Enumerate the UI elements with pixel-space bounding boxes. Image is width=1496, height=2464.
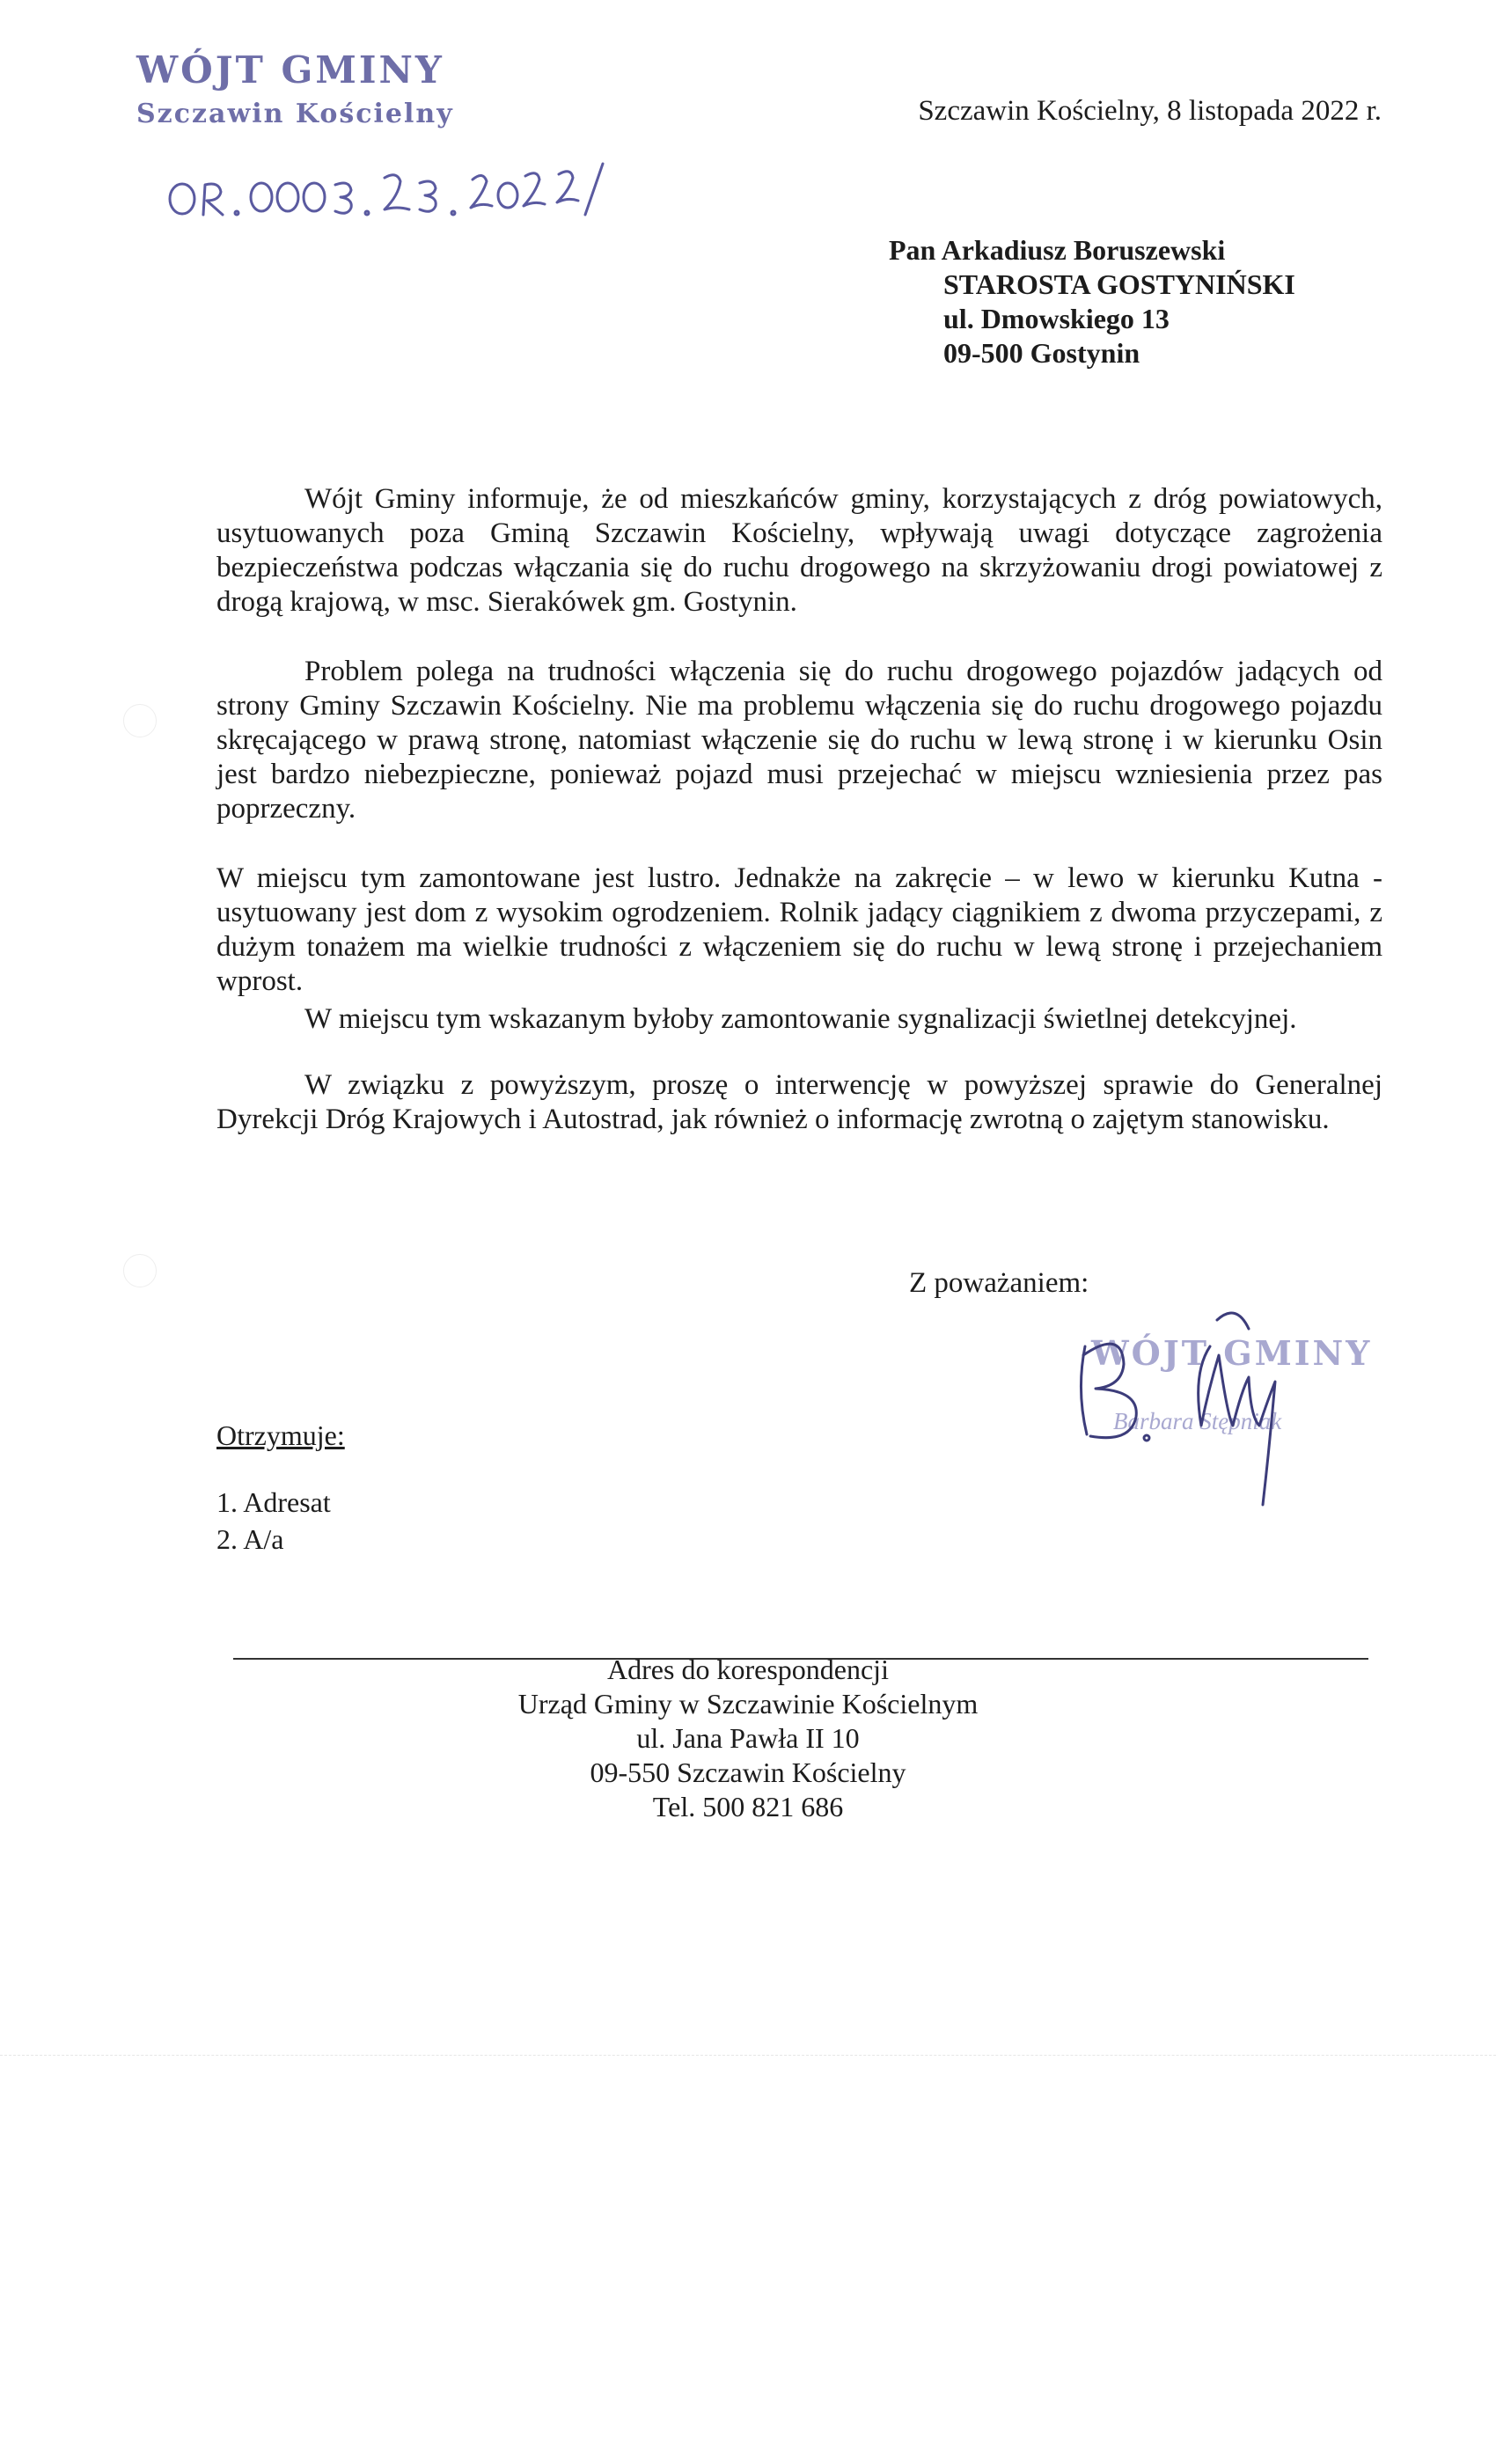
recipients-list-item: 2. A/a <box>216 1523 284 1555</box>
scan-edge-line <box>0 2055 1496 2056</box>
footer-line: ul. Jana Pawła II 10 <box>636 1722 860 1754</box>
recipients-list-title: Otrzymuje: <box>216 1419 345 1451</box>
handwritten-reference-number <box>163 157 656 227</box>
closing-greeting: Z poważaniem: <box>909 1267 1089 1299</box>
body-paragraph: W miejscu tym zamontowane jest lustro. Jednakże na zakręcie – w lewo w kierunku Kutna - usytuowany jest dom z wysokim ogrodzeniem. Rolnik jadący ciągnikiem z dwoma przyczepami, z dużym tonażem ma wielkie trudności z włączeniem się do ruchu w lewą stronę i przejechaniem wprost. <box>216 862 1382 997</box>
recipient-city: 09-500 Gostynin <box>943 337 1140 369</box>
stamp-title: WÓJT GMINY <box>136 48 444 92</box>
letter-body <box>216 482 1382 1137</box>
body-paragraph: W miejscu tym wskazanym byłoby zamontowanie sygnalizacji świetlnej detekcyjnej. <box>304 1003 1297 1035</box>
recipient-address <box>889 233 1295 370</box>
body-paragraph: Problem polega na trudności włączenia się do ruchu drogowego pojazdów jadących od strony Gminy Szczawin Kościelny. Nie ma problemu włączenia się do ruchu drogowego pojazdu skręcającego w prawą stronę, natomiast włączenie się do ruchu w lewą stronę i w kierunku Osin jest bardzo niebezpieczne, ponieważ pojazd musi przejechać w miejscu wzniesienia przez pas poprzeczny. <box>216 656 1382 825</box>
footer-address <box>308 1653 1188 1824</box>
signature-stamp: WÓJT GMINY <box>1091 1333 1373 1373</box>
recipients-list <box>216 1417 345 1558</box>
scan-speck <box>123 1254 157 1287</box>
recipient-title: STAROSTA GOSTYNIŃSKI <box>943 268 1295 300</box>
footer-line: Adres do korespondencji <box>607 1654 889 1685</box>
footer-line: Tel. 500 821 686 <box>652 1791 844 1822</box>
footer-line: Urząd Gminy w Szczawinie Kościelnym <box>517 1688 979 1720</box>
body-paragraph: Wójt Gminy informuje, że od mieszkańców gminy, korzystających z dróg powiatowych, usytuowanych poza Gminą Szczawin Kościelny, wpływają uwagi dotyczące zagrożenia bezpieczeństwa podczas włączania się do ruchu drogowego na skrzyżowaniu drogi powiatowej z drogą krajową, w msc. Sierakówek gm. Gostynin. <box>216 483 1382 618</box>
date-line: Szczawin Kościelny, 8 listopada 2022 r. <box>918 95 1382 127</box>
handwritten-signature <box>1060 1294 1351 1522</box>
stamp-subtitle: Szczawin Kościelny <box>136 99 454 129</box>
recipients-list-item: 1. Adresat <box>216 1486 331 1518</box>
scan-speck <box>123 704 157 737</box>
footer-line: 09-550 Szczawin Kościelny <box>590 1756 906 1788</box>
recipient-name: Pan Arkadiusz Boruszewski <box>889 234 1226 266</box>
header-stamp <box>136 48 454 129</box>
body-paragraph: W związku z powyższym, proszę o interwencję w powyższej sprawie do Generalnej Dyrekcji Dróg Krajowych i Autostrad, jak również o informację zwrotną o zajętym stanowisku. <box>216 1069 1382 1135</box>
signature-stamp-name: Barbara Stępniak <box>1113 1408 1282 1434</box>
recipient-street: ul. Dmowskiego 13 <box>943 303 1170 334</box>
